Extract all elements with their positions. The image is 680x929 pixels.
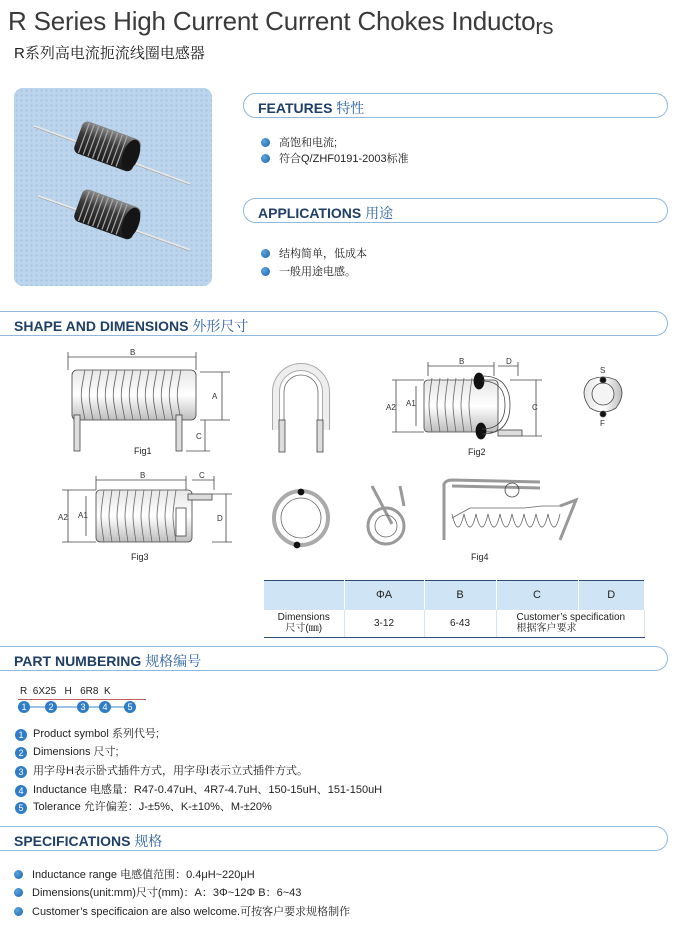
specifications-title-cn: 规格 bbox=[134, 833, 163, 849]
part-numbering-header bbox=[0, 646, 668, 671]
table-header-cell bbox=[264, 581, 344, 610]
part-numbering-title: PART NUMBERING bbox=[14, 653, 142, 669]
table-row-label: Dimensions 尺寸(㎜) bbox=[264, 610, 344, 638]
part-item: 3 用字母H表示卧式插件方式，用字母I表示立式插件方式。 bbox=[15, 762, 308, 778]
dim-label-B: B bbox=[459, 357, 465, 366]
product-photo bbox=[14, 88, 212, 286]
dim-label-A1: A1 bbox=[406, 399, 416, 408]
dim-label-A2: A2 bbox=[58, 513, 68, 522]
table-header-row bbox=[264, 581, 645, 610]
bullet-icon bbox=[261, 154, 270, 163]
shape-title-cn: 外形尺寸 bbox=[192, 318, 249, 334]
table-header-cell: ΦA bbox=[344, 581, 424, 610]
spec-item: Inductance range 电感值范围：0.4μH~220μH bbox=[14, 866, 255, 882]
specifications-title: SPECIFICATIONS bbox=[14, 833, 131, 849]
fig4-caption: Fig4 bbox=[471, 552, 489, 562]
table-cell-customer: Customer’s specification 根据客户要求 bbox=[496, 610, 645, 638]
fig1-drawing bbox=[68, 352, 230, 451]
marker-3: 3 bbox=[77, 701, 89, 713]
marker-1: 1 bbox=[18, 701, 30, 713]
fig1-caption: Fig1 bbox=[134, 446, 152, 456]
dim-label-F: F bbox=[600, 419, 605, 428]
part-code: R 6X25 H 6R8 K bbox=[20, 686, 111, 697]
marker-5: 5 bbox=[124, 701, 136, 713]
table-header-cell: D bbox=[578, 581, 645, 610]
dim-label-C: C bbox=[199, 471, 205, 480]
dim-label-A2: A2 bbox=[386, 403, 396, 412]
spec-item: Customer’s specificaion are also welcome.可按客户要求规格制作 bbox=[14, 903, 350, 919]
dim-label-A: A bbox=[212, 392, 218, 401]
table-cell: 6-43 bbox=[424, 610, 496, 638]
page-title: R Series High Current Current Chokes Inductors bbox=[8, 6, 554, 39]
applications-item: 结构简单，低成本 bbox=[261, 245, 367, 261]
part-code-underline bbox=[18, 699, 146, 700]
specifications-header bbox=[0, 826, 668, 851]
bullet-icon bbox=[14, 870, 23, 879]
table-row bbox=[264, 610, 645, 638]
part-markers bbox=[18, 701, 140, 713]
part-item: 1 Product symbol 系列代号; bbox=[15, 725, 159, 741]
fig3-caption: Fig3 bbox=[131, 552, 149, 562]
part-item: 4 Inductance 电感量：R47-0.47uH、4R7-4.7uH、150-15uH、151-150uH bbox=[15, 781, 382, 797]
bullet-icon bbox=[261, 267, 270, 276]
dim-label-D: D bbox=[217, 514, 223, 523]
fig3-drawing bbox=[62, 476, 232, 542]
dim-label-C: C bbox=[196, 432, 202, 441]
fig2-end-drawing bbox=[584, 377, 622, 417]
features-title-cn: 特性 bbox=[336, 100, 365, 116]
applications-header bbox=[243, 198, 668, 223]
bullet-icon bbox=[14, 907, 23, 916]
table-cell: 3-12 bbox=[344, 610, 424, 638]
features-header bbox=[243, 93, 668, 118]
fig2-caption: Fig2 bbox=[468, 447, 486, 457]
features-title: FEATURES bbox=[258, 100, 333, 116]
marker-4: 4 bbox=[99, 701, 111, 713]
shape-title: SHAPE AND DIMENSIONS bbox=[14, 318, 189, 334]
table-header-cell: B bbox=[424, 581, 496, 610]
shape-header bbox=[0, 311, 668, 336]
fig1-side-drawing bbox=[276, 367, 326, 452]
page-subtitle: R系列高电流扼流线圈电感器 bbox=[14, 45, 205, 62]
spec-item: Dimensions(unit:mm)尺寸(mm)：A：3Φ~12Φ B：6~43 bbox=[14, 884, 301, 900]
dim-label-D: D bbox=[506, 357, 512, 366]
bullet-icon bbox=[261, 249, 270, 258]
bullet-icon bbox=[261, 138, 270, 147]
features-item: 符合Q/ZHF0191-2003标准 bbox=[261, 150, 409, 166]
marker-2: 2 bbox=[45, 701, 57, 713]
applications-title: APPLICATIONS bbox=[258, 205, 362, 221]
part-item: 5 Tolerance 允许偏差：J-±5%、K-±10%、M-±20% bbox=[15, 798, 272, 814]
dim-label-B: B bbox=[130, 348, 136, 357]
dim-label-S: S bbox=[600, 366, 606, 375]
dim-label-B: B bbox=[140, 471, 146, 480]
table-header-cell: C bbox=[496, 581, 578, 610]
dim-label-C: C bbox=[532, 403, 538, 412]
dimension-table bbox=[264, 580, 645, 638]
dim-label-A1: A1 bbox=[78, 511, 88, 520]
applications-title-cn: 用途 bbox=[365, 205, 394, 221]
part-item: 2 Dimensions 尺寸; bbox=[15, 743, 119, 759]
bullet-icon bbox=[14, 888, 23, 897]
part-numbering-title-cn: 规格编号 bbox=[145, 653, 202, 669]
dimension-drawings bbox=[0, 340, 680, 580]
applications-item: 一般用途电感。 bbox=[261, 263, 356, 279]
fig4-drawing bbox=[274, 480, 576, 548]
features-item: 高饱和电流; bbox=[261, 134, 337, 150]
